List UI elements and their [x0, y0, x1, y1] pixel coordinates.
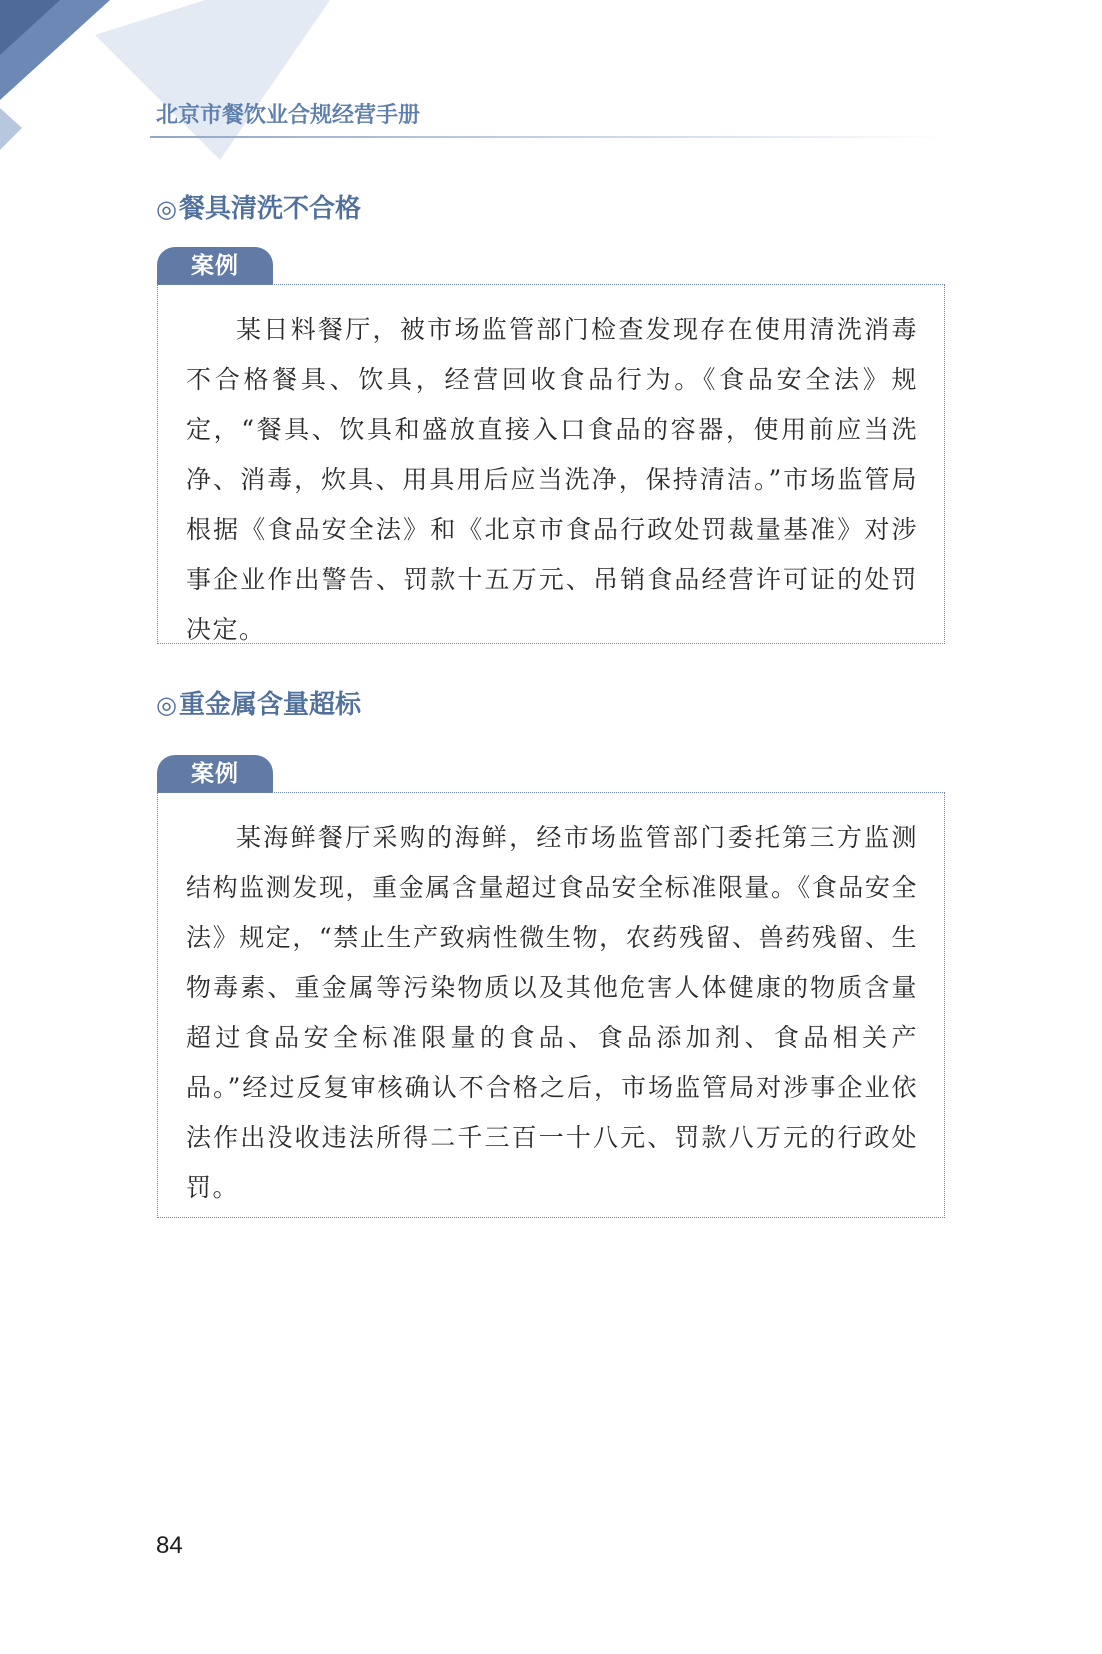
section-heading-text: 重金属含量超标: [178, 690, 361, 720]
case-box: [157, 284, 945, 644]
circle-marker-icon: ◎: [156, 195, 177, 223]
page-number: 84: [156, 1532, 183, 1559]
section-heading-tableware: [156, 188, 361, 225]
section-heading-text: 餐具清洗不合格: [178, 194, 361, 224]
case-text: 某海鲜餐厅采购的海鲜，经市场监管部门委托第三方监测结构监测发现，重金属含量超过食品安全标准限量。《食品安全法》规定，“禁止生产致病性微生物，农药残留、兽药残留、生物毒素、重金属等污染物质以及其他危害人体健康的物质含量超过食品安全标准限量的食品、食品添加剂、食品相关产品。”经过反复审核确认不合格之后，市场监管局对涉事企业依法作出没收违法所得二千三百一十八元、罚款八万元的行政处罚。: [186, 823, 918, 1202]
running-header-title: 北京市餐饮业合规经营手册: [156, 103, 421, 128]
corner-decoration: [0, 0, 360, 180]
case-label-tab: 案例: [157, 247, 273, 285]
case-label-tab: 案例: [157, 755, 273, 793]
case-text: 某日料餐厅，被市场监管部门检查发现存在使用清洗消毒不合格餐具、饮具，经营回收食品行为。《食品安全法》规定，“餐具、饮具和盛放直接入口食品的容器，使用前应当洗净、消毒，炊具、用具用后应当洗净，保持清洁。”市场监管局根据《食品安全法》和《北京市食品行政处罚裁量基准》对涉事企业作出警告、罚款十五万元、吊销食品经营许可证的处罚决定。: [186, 315, 918, 644]
header-divider: [150, 136, 950, 138]
case-box: [157, 792, 945, 1218]
section-heading-heavy-metal: [156, 684, 361, 721]
circle-marker-icon: ◎: [156, 691, 177, 719]
